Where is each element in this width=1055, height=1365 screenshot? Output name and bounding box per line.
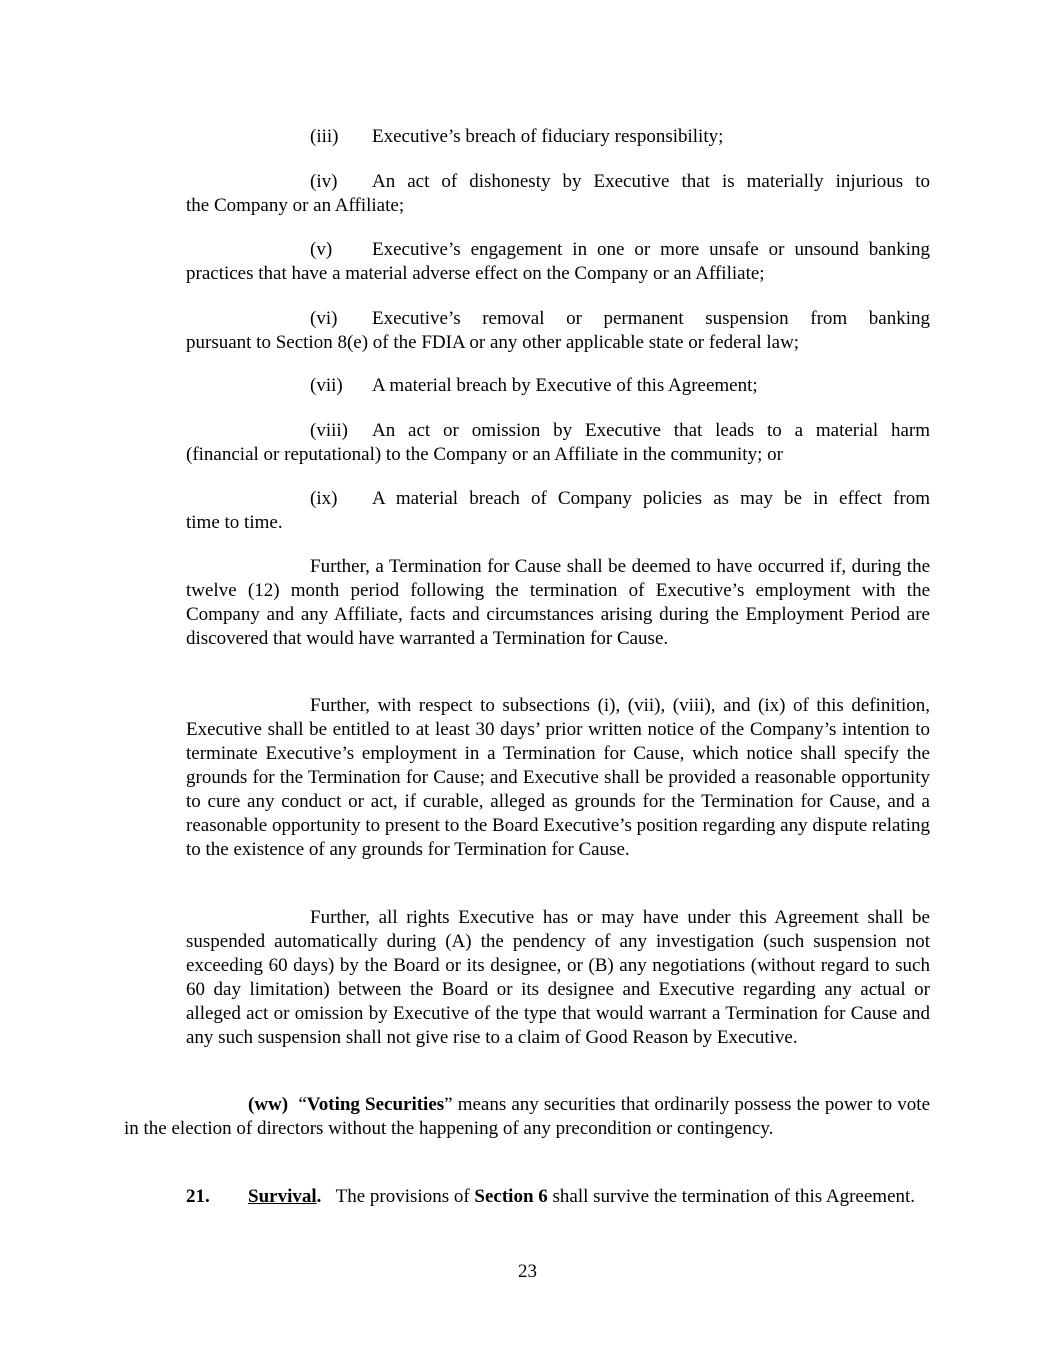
section-title-period: . [316,1186,322,1207]
clause-number: (iv) [310,171,338,192]
clause-line1: A material breach of Company policies as may be in effect from [372,488,930,509]
definition-voting-securities [124,1093,930,1141]
clause-ix [186,487,930,535]
clause-viii [186,419,930,467]
defined-term: Voting Securities [306,1094,445,1115]
clause-first-line [186,487,930,511]
clause-number: (ix) [310,488,338,509]
clause-first-line [186,307,930,331]
clause-vii [310,374,758,398]
clause-rest: (financial or reputational) to the Company or an Affiliate in the community; or [186,444,783,465]
section-21-survival [124,1185,930,1209]
clause-number: (v) [310,239,333,260]
paragraph-later-discovery: Further, a Termination for Cause shall be deemed to have occurred if, during the twelve (12) month period following the termination of Executive’s employment with the Company and any Affiliate, facts and circumstances arising during the Employment Period are discovered that would have warranted a Termination for Cause. [186,556,930,649]
section-reference: Section 6 [474,1186,548,1207]
section-text-after: shall survive the termination of this Agreement. [547,1186,916,1207]
clause-first-line [186,238,930,262]
clause-rest: the Company or an Affiliate; [186,195,405,216]
paragraph-suspension: Further, all rights Executive has or may have under this Agreement shall be suspended automatically during (A) the pendency of any investigation (such suspension not exceeding 60 days) by the Board or its designee, or (B) any negotiations (without regard to such 60 day limitation) between the Board or its designee and Executive regarding any actual or alleged act or omission by Executive of the type that would warrant a Termination for Cause and any such suspension shall not give rise to a claim of Good Reason by Executive. [186,907,930,1048]
paragraph-notice-and-cure: Further, with respect to subsections (i), (vii), (viii), and (ix) of this definition, Executive shall be entitled to at least 30 days’ prior written notice of the Company’s intention to terminate Executive’s employment in a Termination for Cause, which notice shall specify the grounds for the Termination for Cause; and Executive shall be provided a reasonable opportunity to cure any conduct or act, if curable, alleged as grounds for the Termination for Cause, and a reasonable opportunity to present to the Board Executive’s position regarding any dispute relating to the existence of any grounds for Termination for Cause. [186,695,930,860]
open-quote: “ [298,1094,307,1115]
clause-number: (viii) [310,420,348,441]
clause-line1: Executive’s removal or permanent suspension from banking [372,308,930,329]
close-quote: ” [444,1094,453,1115]
section-number: 21. [186,1186,210,1207]
clause-line1: An act of dishonesty by Executive that is materially injurious to [372,171,930,192]
section-title: Survival [248,1186,317,1207]
clause-first-line [186,419,930,443]
clause-vi [186,307,930,355]
clause-line1: An act or omission by Executive that leads to a material harm [372,420,930,441]
clause-iv [186,170,930,218]
clause-v [186,238,930,286]
clause-first-line [186,170,930,194]
clause-line1: Executive’s engagement in one or more unsafe or unsound banking [372,239,930,260]
page-number: 23 [518,1261,537,1282]
clause-rest: pursuant to Section 8(e) of the FDIA or any other applicable state or federal law; [186,332,800,353]
section-text-before: The provisions of [335,1186,475,1207]
clause-iii [310,125,723,149]
clause-text: A material breach by Executive of this Agreement; [372,375,758,396]
clause-number: (vi) [310,308,338,329]
clause-number: (iii) [310,126,339,147]
clause-rest: practices that have a material adverse effect on the Company or an Affiliate; [186,263,765,284]
clause-text: Executive’s breach of fiduciary responsibility; [372,126,724,147]
clause-rest: time to time. [186,512,283,533]
clause-number: (vii) [310,375,343,396]
definition-label: (ww) [248,1094,289,1115]
definition-text: means any securities that ordinarily possess the power to vote in the election of directors without the happening of any precondition or contingency. [124,1094,930,1139]
